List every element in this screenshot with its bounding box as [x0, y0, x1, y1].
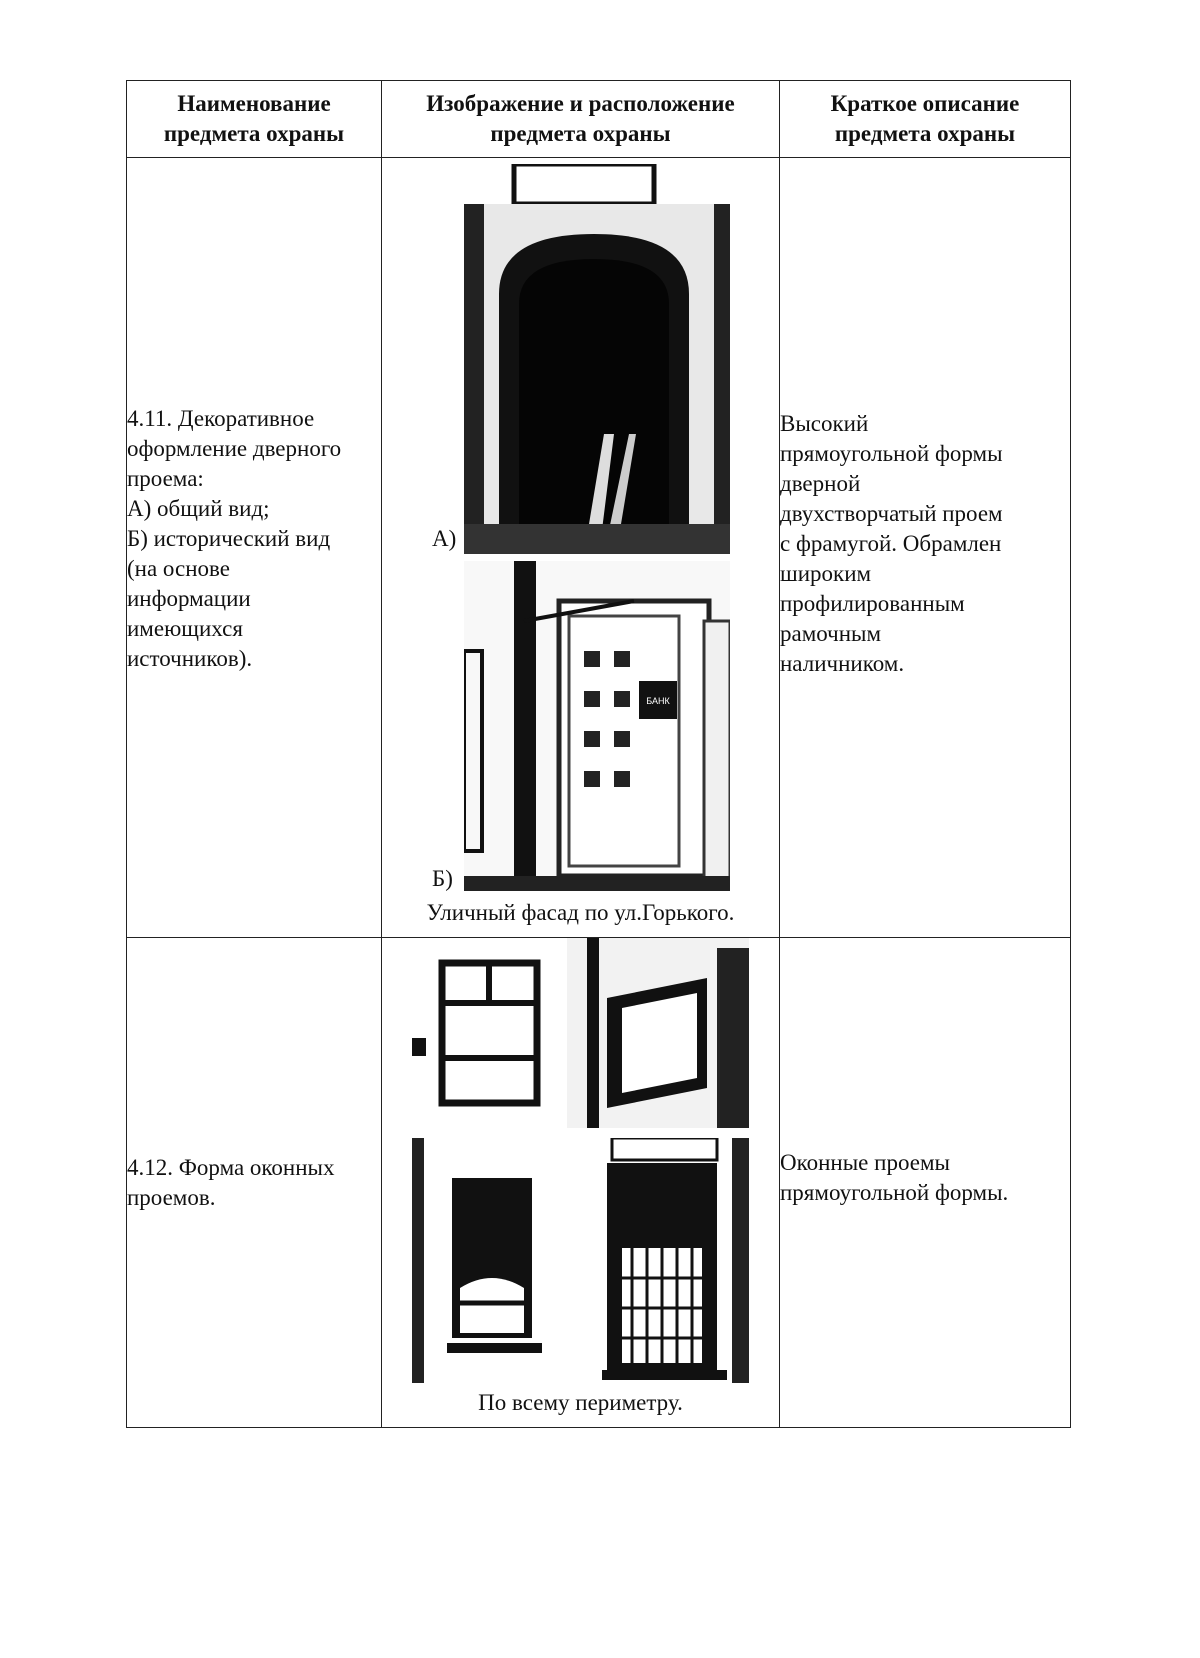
- photo-doorway-general: [464, 164, 730, 554]
- header-row: [127, 81, 1071, 158]
- name-line: 4.12. Форма оконных: [127, 1154, 335, 1180]
- desc-line: с фрамугой. Обрамлен: [780, 530, 1002, 556]
- name-line: информации: [127, 585, 251, 611]
- header-image-line2: предмета охраны: [490, 121, 671, 146]
- name-line: Б) исторический вид: [127, 525, 331, 551]
- desc-line: Оконные проемы: [780, 1149, 950, 1175]
- item-description: [780, 158, 1071, 938]
- header-desc-line1: Краткое описание: [830, 91, 1020, 116]
- image-caption: Уличный фасад по ул.Горького.: [426, 900, 735, 925]
- header-name: [127, 81, 382, 158]
- name-line: проемов.: [127, 1184, 216, 1210]
- photo-window-2: [567, 938, 749, 1128]
- table-row: [127, 158, 1071, 938]
- name-line: оформление дверного: [127, 435, 342, 461]
- item-description: [780, 938, 1071, 1428]
- name-line: имеющихся: [127, 615, 243, 641]
- desc-line: широким: [780, 560, 872, 586]
- name-line: источников).: [127, 645, 253, 671]
- header-image-line1: Изображение и расположение: [426, 91, 735, 116]
- label-a: А): [432, 526, 457, 551]
- desc-line: профилированным: [780, 590, 965, 616]
- name-line: проема:: [127, 465, 204, 491]
- desc-line: прямоугольной формы.: [780, 1179, 1009, 1205]
- header-name-line1: Наименование: [177, 91, 331, 116]
- desc-line: наличником.: [780, 650, 905, 676]
- bank-sign: БАНК: [646, 696, 670, 706]
- name-line: (на основе: [127, 555, 230, 581]
- desc-line: прямоугольной формы: [780, 440, 1003, 466]
- image-caption: По всему периметру.: [478, 1390, 683, 1415]
- label-b: Б): [432, 866, 453, 891]
- photo-window-4: [567, 1138, 749, 1383]
- header-desc-line2: предмета охраны: [834, 121, 1016, 146]
- photo-doorway-historical: [464, 561, 730, 891]
- desc-line: Высокий: [780, 410, 869, 436]
- image-cell: [382, 158, 780, 938]
- header-name-line2: предмета охраны: [163, 121, 345, 146]
- desc-line: дверной: [780, 470, 861, 496]
- photo-window-1: [412, 948, 557, 1118]
- item-name: [127, 158, 382, 938]
- table-row: [127, 938, 1071, 1428]
- image-cell: [382, 938, 780, 1428]
- header-image: [382, 81, 780, 158]
- header-description: [780, 81, 1071, 158]
- desc-line: рамочным: [780, 620, 882, 646]
- photo-window-3: [412, 1138, 557, 1383]
- protection-table: [126, 80, 1071, 1428]
- name-line: 4.11. Декоративное: [127, 405, 315, 431]
- desc-line: двухстворчатый проем: [780, 500, 1003, 526]
- item-name: [127, 938, 382, 1428]
- name-line: А) общий вид;: [127, 495, 270, 521]
